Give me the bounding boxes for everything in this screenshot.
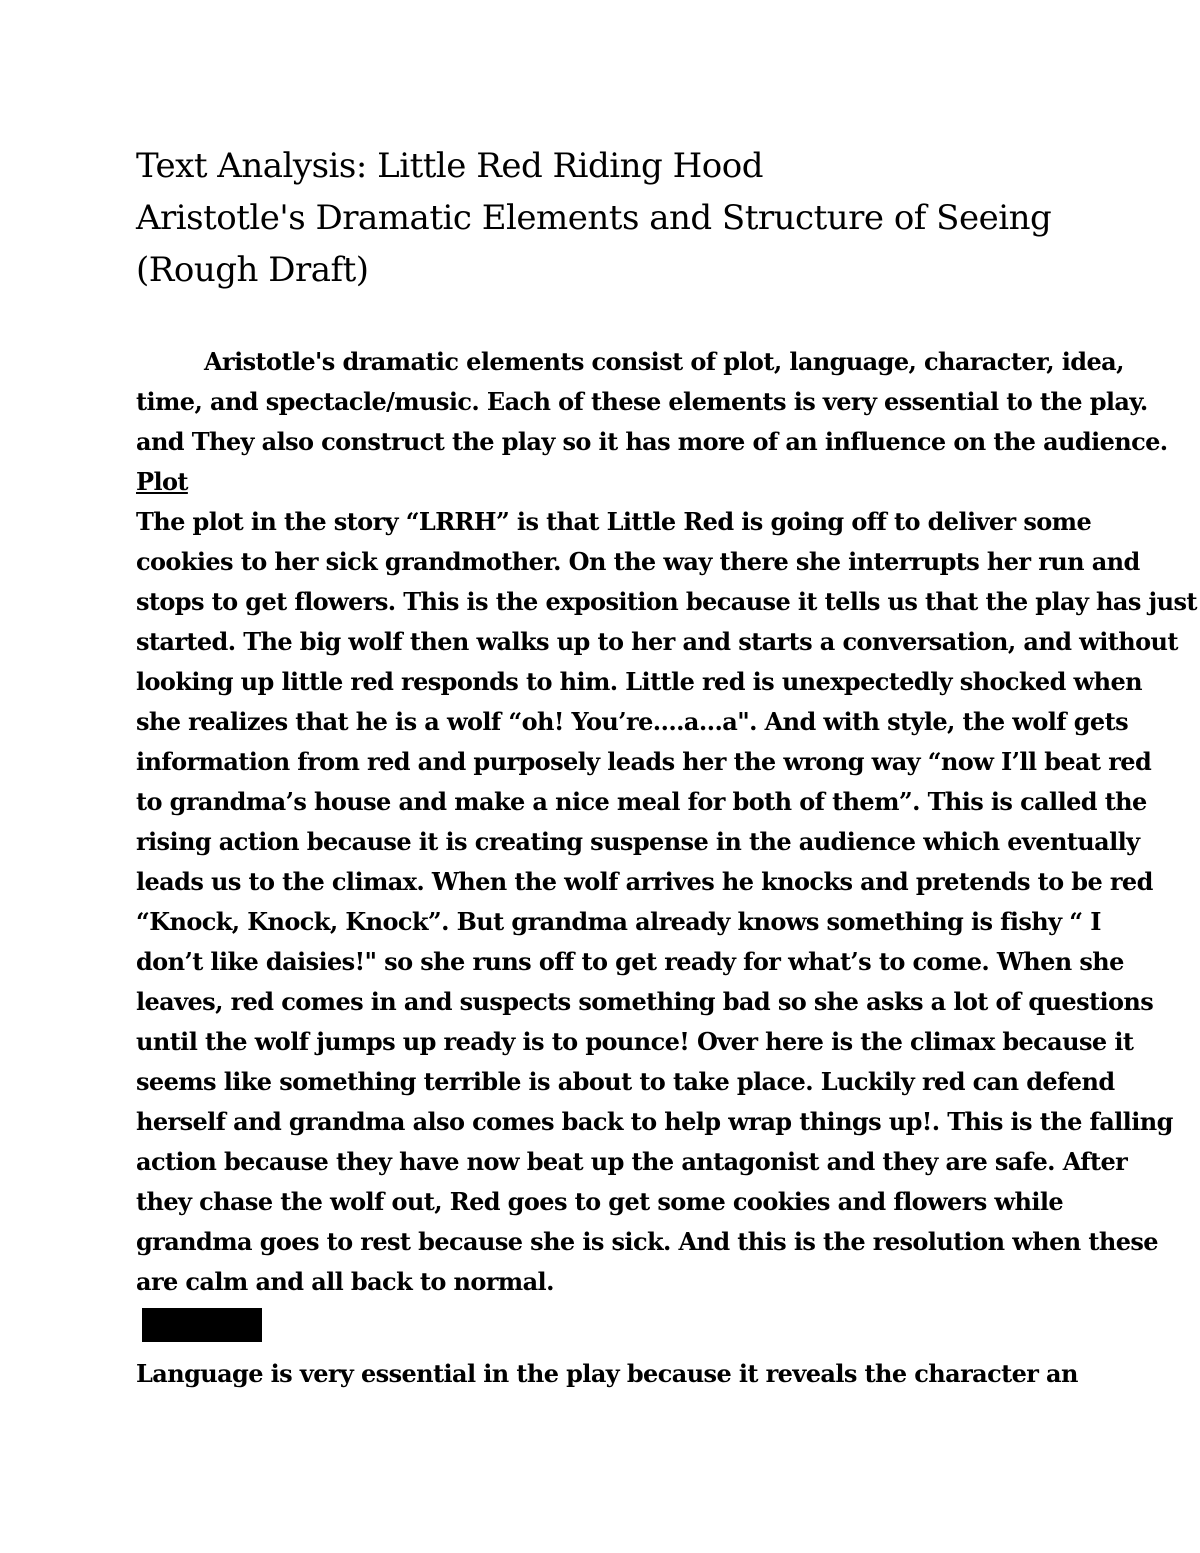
plot-line: leads us to the climax. When the wolf arrives he knocks and pretends to be red	[136, 867, 1153, 896]
plot-line: grandma goes to rest because she is sick. And this is the resolution when these	[136, 1227, 1158, 1256]
plot-line: “Knock, Knock, Knock”. But grandma already knows something is fishy “ I	[136, 907, 1101, 936]
draft-label: (Rough Draft)	[136, 250, 369, 290]
plot-paragraph	[136, 502, 1197, 1302]
plot-line: don’t like daisies!" so she runs off to get ready for what’s to come. When she	[136, 947, 1124, 976]
plot-line: information from red and purposely leads her the wrong way “now I’ll beat red	[136, 747, 1152, 776]
plot-line: to grandma’s house and make a nice meal for both of them”. This is called the	[136, 787, 1147, 816]
plot-line: started. The big wolf then walks up to her and starts a conversation, and without	[136, 627, 1178, 656]
language-line: Language is very essential in the play because it reveals the character an	[136, 1359, 1078, 1388]
plot-line: are calm and all back to normal.	[136, 1267, 554, 1296]
plot-line: she realizes that he is a wolf “oh! You’re….a…a". And with style, the wolf gets	[136, 707, 1128, 736]
plot-line: they chase the wolf out, Red goes to get some cookies and flowers while	[136, 1187, 1064, 1216]
plot-line: The plot in the story “LRRH” is that Little Red is going off to deliver some	[136, 507, 1092, 536]
plot-line: stops to get flowers. This is the exposition because it tells us that the play has just	[136, 587, 1197, 616]
document-title	[136, 140, 1136, 296]
subtitle-line: Aristotle's Dramatic Elements and Structure of Seeing	[136, 198, 1052, 238]
plot-line: cookies to her sick grandmother. On the way there she interrupts her run and	[136, 547, 1140, 576]
plot-line: seems like something terrible is about to take place. Luckily red can defend	[136, 1067, 1115, 1096]
plot-heading: Plot	[136, 467, 188, 496]
document-body	[136, 342, 1197, 1394]
plot-line: herself and grandma also comes back to help wrap things up!. This is the falling	[136, 1107, 1173, 1136]
plot-line: looking up little red responds to him. Little red is unexpectedly shocked when	[136, 667, 1142, 696]
intro-line: Aristotle's dramatic elements consist of plot, language, character, idea,	[204, 347, 1124, 376]
plot-line: rising action because it is creating suspense in the audience which eventually	[136, 827, 1140, 856]
intro-line: and They also construct the play so it has more of an influence on the audience.	[136, 427, 1168, 456]
plot-line: action because they have now beat up the antagonist and they are safe. After	[136, 1147, 1128, 1176]
plot-line: until the wolf jumps up ready is to pounce! Over here is the climax because it	[136, 1027, 1134, 1056]
redacted-heading	[142, 1308, 262, 1342]
intro-line: time, and spectacle/music. Each of these elements is very essential to the play.	[136, 387, 1148, 416]
language-paragraph	[136, 1354, 1076, 1394]
title-line: Text Analysis: Little Red Riding Hood	[136, 146, 763, 186]
plot-line: leaves, red comes in and suspects something bad so she asks a lot of questions	[136, 987, 1154, 1016]
